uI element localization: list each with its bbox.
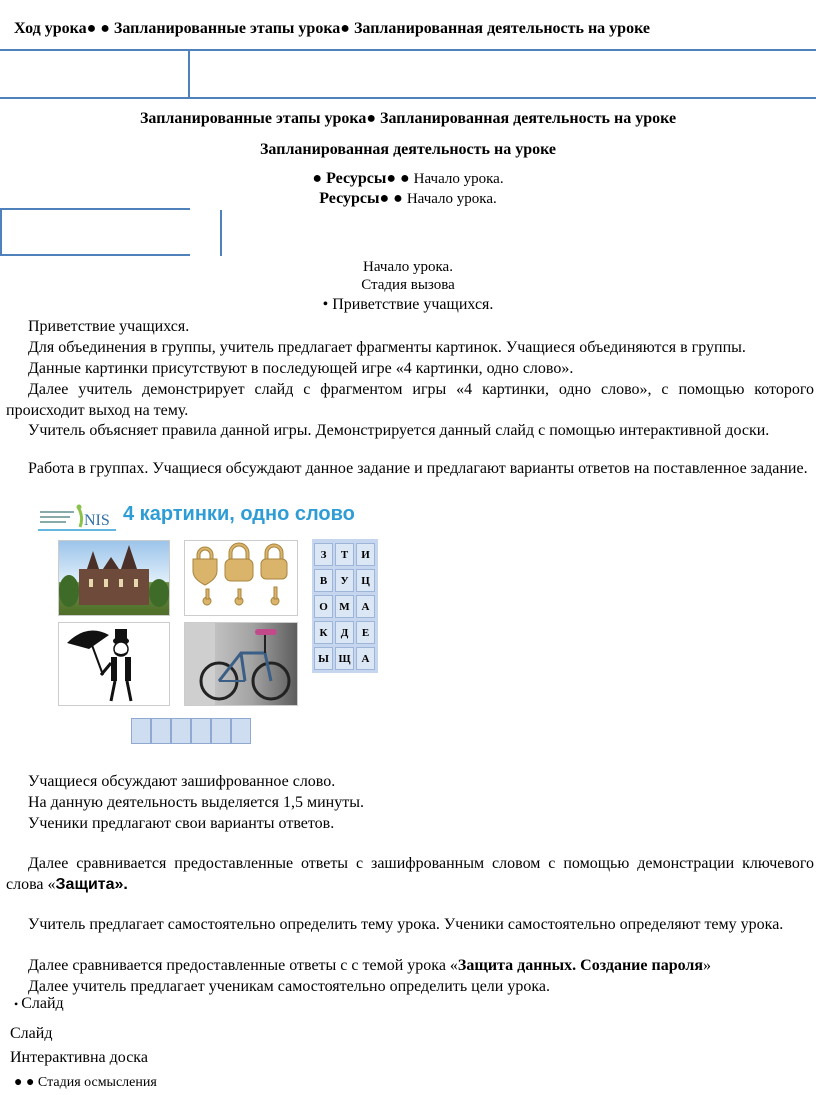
header-line [14,20,650,38]
table2-left-border [0,208,2,256]
bullet-icon: ● [340,20,354,37]
footer-slide: Слайд [10,1025,53,1042]
letter-cell[interactable]: К [314,621,333,644]
header-title: Ход урока [14,20,87,37]
letter-cell[interactable]: Т [335,543,354,566]
table2-border-top [0,208,190,210]
paragraph-answers: Ученики предлагают свои варианты ответов. [28,815,335,832]
bullet-icon: ● ● [14,1075,38,1090]
section-line2: Запланированная деятельность на уроке [259,141,557,158]
answer-box[interactable] [211,718,231,744]
table2-divider [220,210,222,256]
header-item2: Запланированная деятельность на уроке [353,20,650,37]
footer-stage2: ● ● Стадия осмысления [14,1075,157,1090]
letter-cell[interactable]: Е [356,621,375,644]
answer-box[interactable] [131,718,151,744]
logo-text: NIS [84,512,110,529]
answer-box[interactable] [171,718,191,744]
start-label: Начало урока. [413,171,504,187]
letter-cell[interactable]: А [356,595,375,618]
resources-label: Ресурсы [326,170,387,187]
paragraph-time: На данную деятельность выделяется 1,5 минуты. [28,794,364,811]
paragraph-compare-topic: Далее сравнивается предоставленные ответы с с темой урока «Защита данных. Создание пароля» [28,957,712,974]
table2-border-bottom [0,254,190,256]
answer-box[interactable] [231,718,251,744]
letter-cell[interactable]: О [314,595,333,618]
section-activity-label: Запланированная деятельность на уроке [380,110,677,127]
paragraph-goals: Далее учитель предлагает ученикам самостоятельно определить цели урока. [28,978,550,995]
paragraph-rules: Учитель объясняет правила данной игры. Демонстрируется данный слайд с помощью интерактивной доски. [28,422,770,439]
start-label: Начало урока. [406,191,497,207]
bullet-icon: ● ● [86,20,114,37]
paragraph-topic: Учитель предлагает самостоятельно определить тему урока. Ученики самостоятельно определяют тему урока. [28,916,784,933]
slide-title: 4 картинки, одно слово [123,503,355,525]
nis-logo [38,503,116,531]
stage-call: Стадия вызова [361,277,455,293]
bicycle-picture [184,622,298,706]
resources-line2 [0,190,816,208]
umbrella-man-picture [58,622,170,706]
paragraph-discuss: Учащиеся обсуждают зашифрованное слово. [28,773,336,790]
castle-picture [58,540,170,616]
table-border-top [0,49,816,51]
resources-line1 [0,170,816,188]
bullet-icon: ● ● [386,170,414,187]
paragraph-groupwork: Работа в группах. Учащиеся обсуждают данное задание и предлагают варианты ответов на поставленное задание. [28,460,808,477]
section-stage-label: Запланированные этапы урока [139,110,367,127]
answer-box[interactable] [151,718,171,744]
resources-label: Ресурсы [319,190,380,207]
bullet-icon: • [14,997,22,1011]
letter-cell[interactable]: Д [335,621,354,644]
paragraph-greeting: Приветствие учащихся. [28,318,190,335]
paragraph-slide: Далее учитель демонстрирует слайд с фрагментом игры «4 картинки, одно слово», с помощью которого происходит выход на тему. [6,381,814,419]
letter-cell[interactable]: У [335,569,354,592]
footer-board: Интерактивна доска [10,1049,148,1066]
bullet-icon: ● [366,110,381,127]
paragraph-compare-keyword: Далее сравнивается предоставленные ответы с зашифрованным словом с помощью демонстрации ключевого слова «Защита». [6,855,814,893]
bullet-icon: • [322,296,333,313]
table-border-bottom [0,97,816,99]
bullet-icon: ● ● [379,190,407,207]
answer-box[interactable] [191,718,211,744]
bullet-icon: ● [312,170,327,187]
stage-start: Начало урока. [363,259,453,275]
header-item1: Запланированные этапы урока [113,20,341,37]
table-column-divider [188,49,190,99]
letter-cell[interactable]: Ц [356,569,375,592]
letter-cell[interactable]: И [356,543,375,566]
letter-cell[interactable]: Щ [335,647,354,670]
section-line1 [0,110,816,128]
paragraph-groups: Для объединения в группы, учитель предлагает фрагменты картинок. Учащиеся объединяются в группы. [28,339,746,356]
footer-slide-bullet: • Слайд [14,995,64,1012]
letter-cell[interactable]: Ы [314,647,333,670]
stage-greeting: • Приветствие учащихся. [322,296,494,313]
letter-cell[interactable]: З [314,543,333,566]
letter-cell[interactable]: А [356,647,375,670]
letter-cell[interactable]: В [314,569,333,592]
paragraph-pictures: Данные картинки присутствуют в последующей игре «4 картинки, одно слово». [28,360,574,377]
locks-picture [184,540,298,616]
letter-cell[interactable]: М [335,595,354,618]
